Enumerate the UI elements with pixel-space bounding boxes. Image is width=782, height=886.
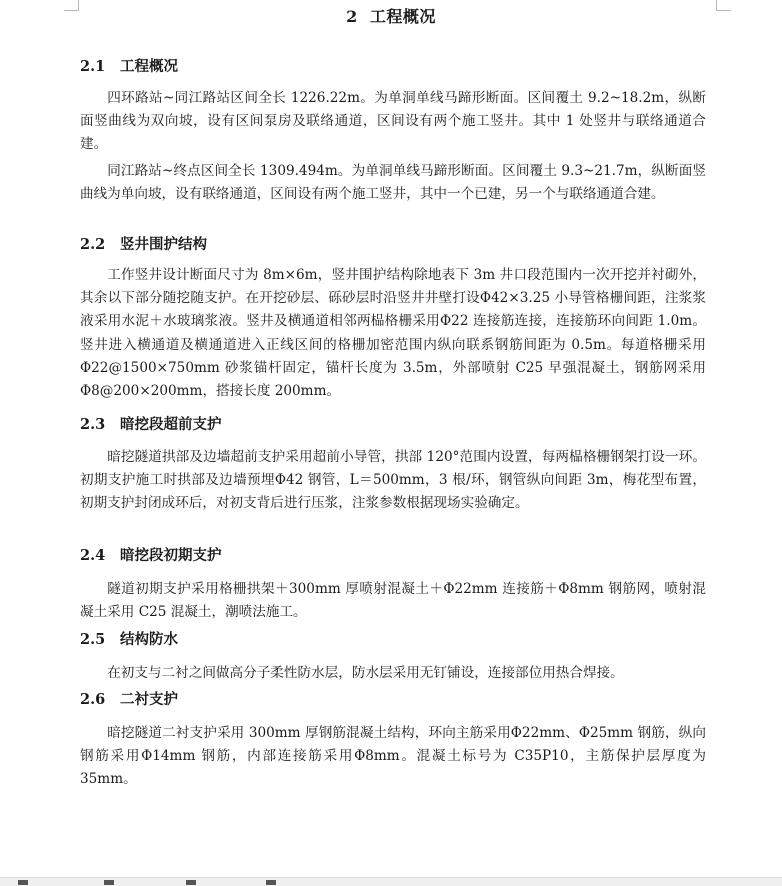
- section-2-3-paragraph-1: 暗挖隧道拱部及边墙超前支护采用超前小导管，拱部 120°范围内设置，每两榀格栅钢架打设一环。初期支护施工时拱部及边墙预埋Φ42 钢管，L＝500mm，3 根/环，钢管纵向间距 3m，梅花型布置，初期支护封闭成环后，对初支背后进行压浆，注浆参数根据现场实验确定。: [80, 449, 706, 512]
- section-title: 暗挖段超前支护: [120, 416, 222, 433]
- ruler-tick-mark: [18, 880, 28, 885]
- chapter-title: [0, 4, 782, 27]
- section-number: 2.5: [80, 631, 106, 648]
- section-number: 2.1: [80, 58, 106, 75]
- section-heading-2-2: [80, 233, 207, 254]
- chapter-title-text: 工程概况: [369, 7, 436, 26]
- section-title: 暗挖段初期支护: [120, 547, 222, 564]
- ruler-tick-mark: [104, 880, 114, 885]
- section-2-6-paragraph-1: 暗挖隧道二衬支护采用 300mm 厚钢筋混凝土结构，环向主筋采用Φ22mm、Φ25mm 钢筋，纵向钢筋采用Φ14mm 钢筋，内部连接筋采用Φ8mm。混凝土标号为 C35P10，主筋保护层厚度为 35mm。: [80, 725, 706, 788]
- section-heading-2-4: [80, 544, 222, 565]
- section-2-2-paragraph-1: 工作竖井设计断面尺寸为 8m×6m，竖井围护结构除地表下 3m 井口段范围内一次开挖并衬砌外，其余以下部分随挖随支护。在开挖砂层、砾砂层时沿竖井井壁打设Φ42×3.25 小导管格栅间距，注浆浆液采用水泥＋水玻璃浆液。竖井及横通道相邻两榀格栅采用Φ22 连接筋连接，连接筋环向间距 1.0m。竖井进入横通道及横通道进入正线区间的格栅加密范围内纵向联系钢筋间距为 0.5m。每道格栅采用Φ22@1500×750mm 砂浆锚杆固定，锚杆长度为 3.5m，外部喷射 C25 早强混凝土，钢筋网采用Φ8@200×200mm，搭接长度 200mm。: [80, 267, 706, 400]
- section-heading-2-6: [80, 688, 178, 709]
- ruler-tick-mark: [186, 880, 196, 885]
- section-number: 2.6: [80, 691, 106, 708]
- section-2-4-paragraph-1: 隧道初期支护采用格栅拱架＋300mm 厚喷射混凝土＋Φ22mm 连接筋＋Φ8mm 钢筋网，喷射混凝土采用 C25 混凝土，潮喷法施工。: [80, 581, 706, 621]
- section-heading-2-5: [80, 628, 178, 649]
- section-2-1-paragraph-1: 四环路站~同江路站区间全长 1226.22m。为单洞单线马蹄形断面。区间覆土 9.2~18.2m，纵断面竖曲线为双向坡，设有区间泵房及联络通道，区间设有两个施工竖井。其中 1 处竖井与联络通道合建。: [80, 90, 706, 153]
- section-number: 2.2: [80, 236, 106, 253]
- section-2-1-paragraph-2: 同江路站~终点区间全长 1309.494m。为单洞单线马蹄形断面。区间覆土 9.3~21.7m，纵断面竖曲线为单向坡，设有联络通道，区间设有两个施工竖井，其中一个已建，另一个与联络通道合建。: [80, 163, 706, 203]
- ruler-tick-mark: [266, 880, 276, 885]
- section-title: 二衬支护: [120, 691, 178, 708]
- section-2-5-paragraph-1: 在初支与二衬之间做高分子柔性防水层，防水层采用无钉铺设，连接部位用热合焊接。: [107, 665, 624, 681]
- chapter-number: 2: [346, 7, 358, 26]
- section-number: 2.3: [80, 416, 106, 433]
- section-title: 工程概况: [120, 58, 178, 75]
- section-title: 竖井围护结构: [120, 236, 207, 253]
- section-heading-2-1: [80, 55, 178, 76]
- section-heading-2-3: [80, 413, 222, 434]
- section-number: 2.4: [80, 547, 106, 564]
- section-title: 结构防水: [120, 631, 178, 648]
